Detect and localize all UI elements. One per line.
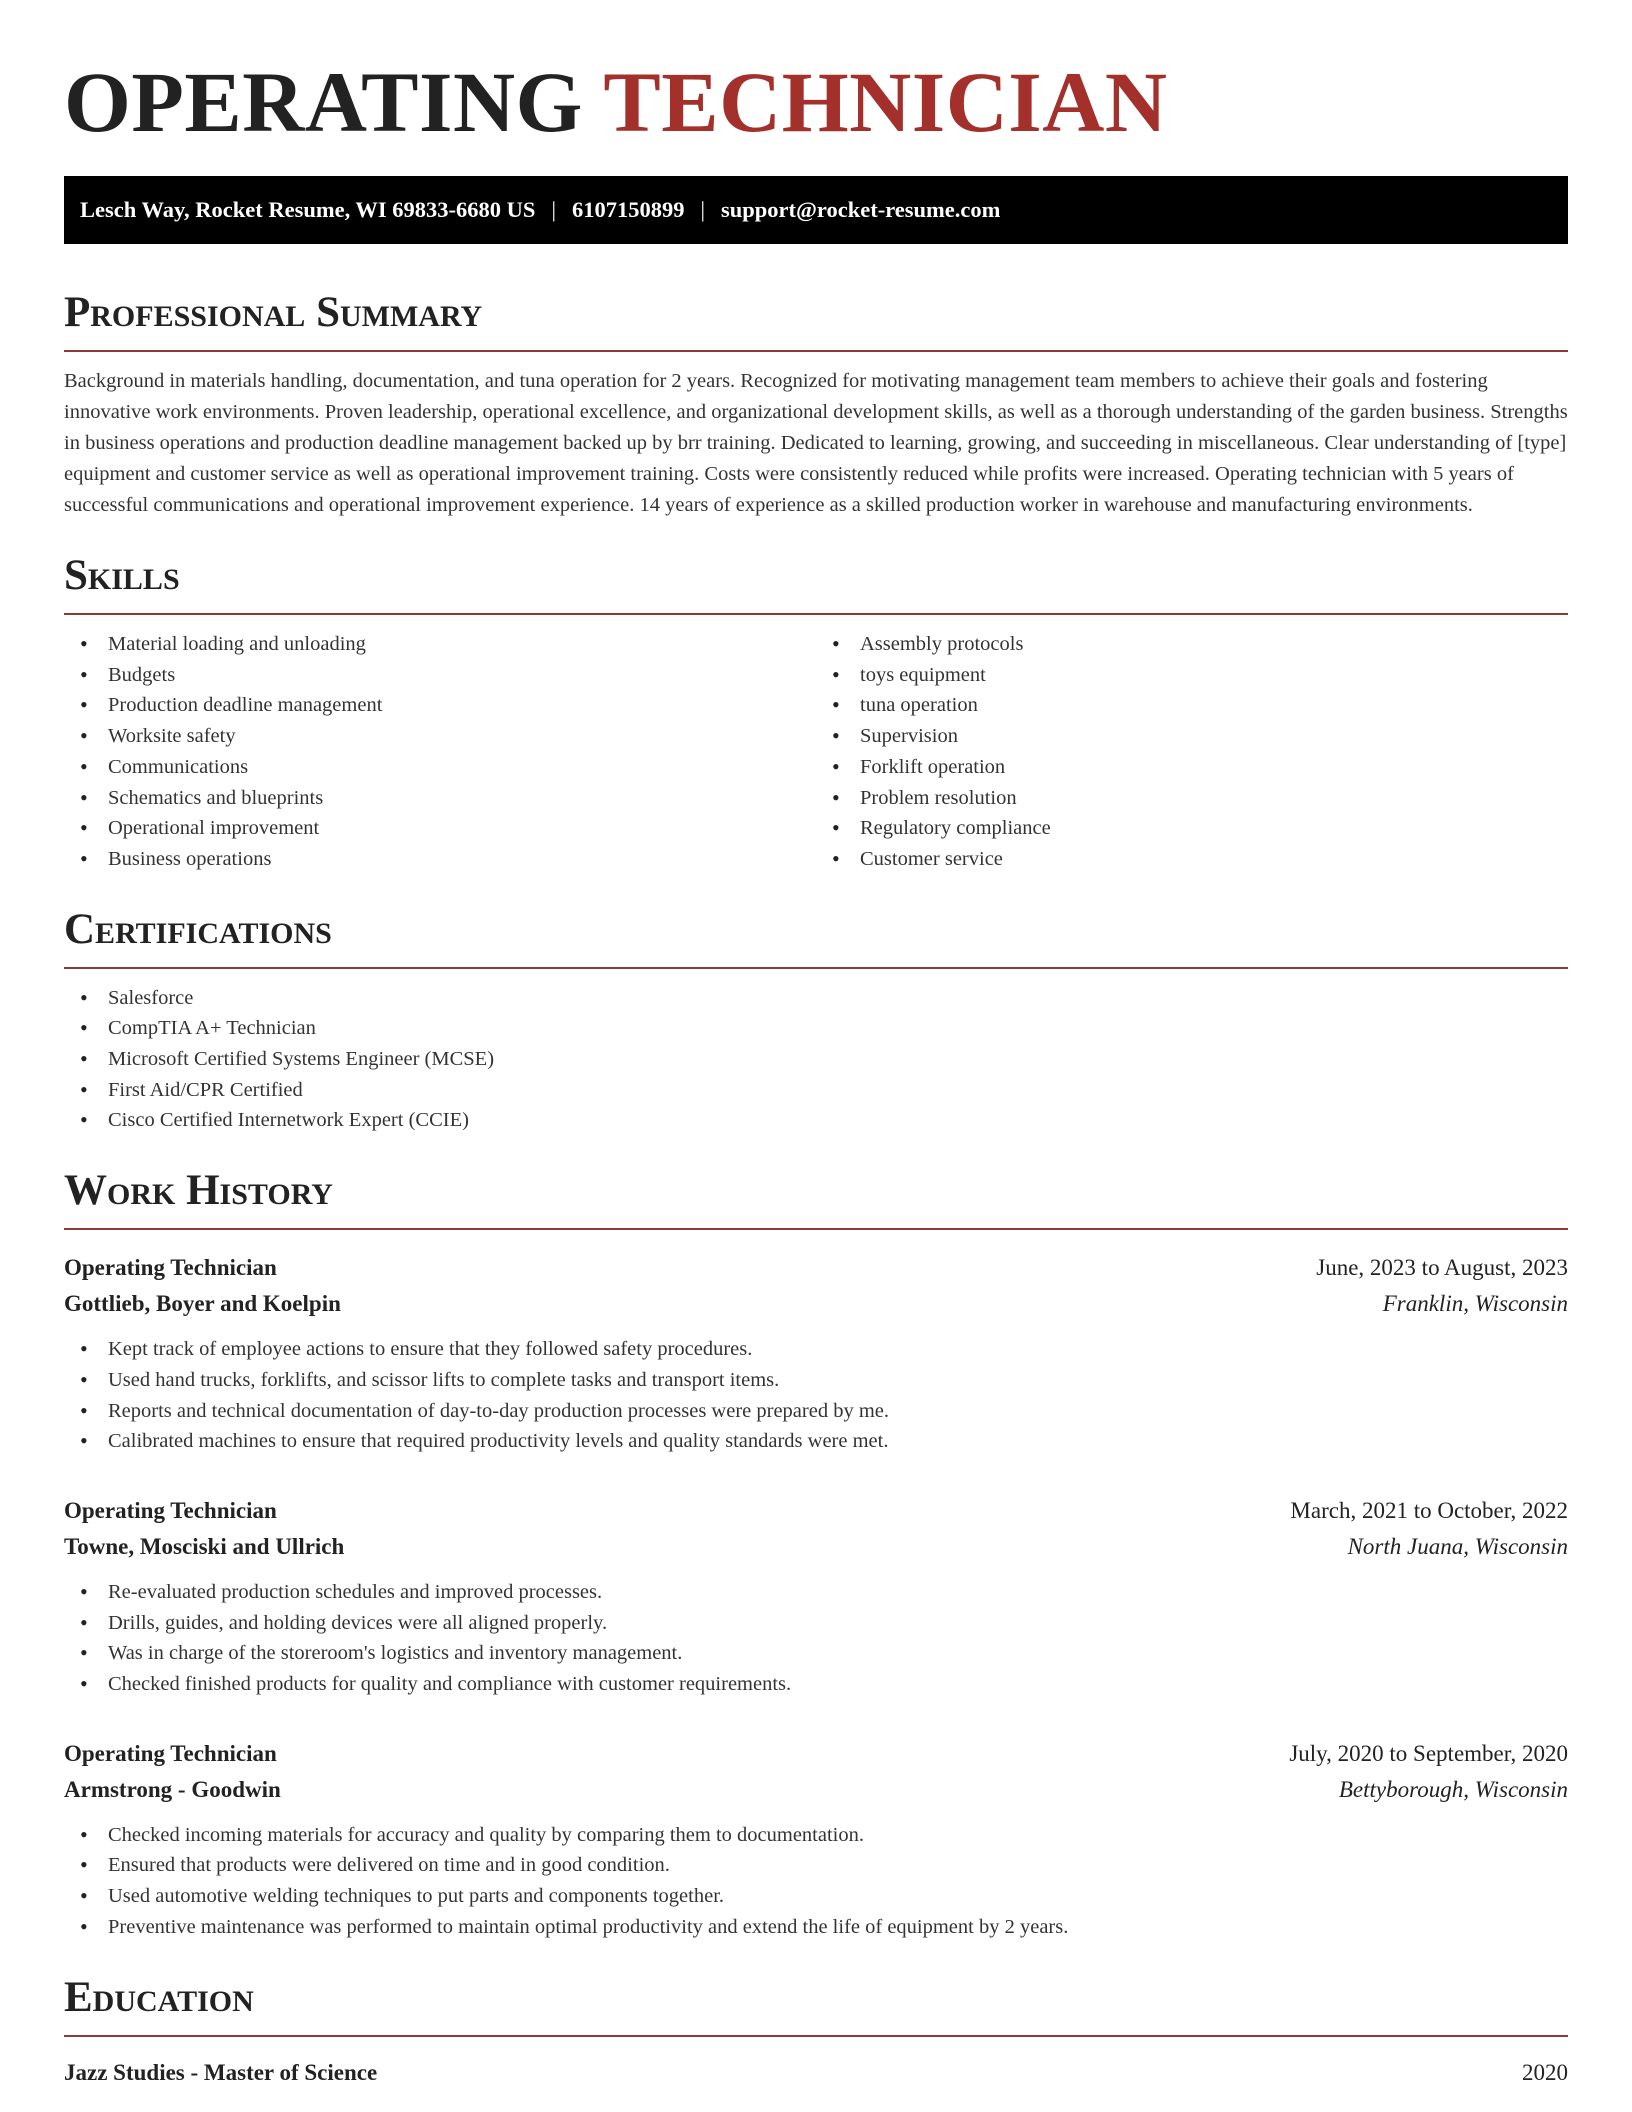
section-heading-work-history: Work History [64,1166,1568,1230]
job-entry [64,1736,1568,1943]
job-duty: • Reports and technical documentation of day-to-day production processes were prepared by me. [64,1396,1568,1427]
contact-address: Lesch Way, Rocket Resume, WI 69833-6680 US [80,197,536,222]
skill-item: • Worksite safety [64,721,816,752]
job-company: Towne, Mosciski and Ullrich [64,1533,345,1559]
skill-item: • Material loading and unloading [64,629,816,660]
certification-item: • Salesforce [64,983,1568,1014]
skill-item: • Communications [64,752,816,783]
job-company: Gottlieb, Boyer and Koelpin [64,1291,341,1317]
skill-item: • Regulatory compliance [816,813,1568,844]
job-duty: • Preventive maintenance was performed to maintain optimal productivity and extend the life of equipment by 2 years. [64,1912,1568,1943]
section-heading-certifications: Certifications [64,905,1568,969]
skill-item: • Business operations [64,844,816,875]
section-heading-summary: Professional Summary [64,288,1568,352]
job-dates: June, 2023 to August, 2023 [1316,1255,1568,1281]
summary-paragraph: Background in materials handling, documentation, and tuna operation for 2 years. Recognized for motivating management team members to achieve their goals and fostering innovative work environments. Proven leadership, operational excellence, and organizational development skills, as well as a thorough understanding of the garden business. Strengths in business operations and production deadline management backed up by brr training. Dedicated to learning, growing, and succeeding in miscellaneous. Clear understanding of [type] equipment and customer service as well as operational improvement training. Costs were consistently reduced while profits were increased. Operating technician with 5 years of successful communications and operational improvement experience. 14 years of experience as a skilled production worker in warehouse and manufacturing environments. [64,370,1568,516]
contact-email: support@rocket-resume.com [720,197,1001,222]
contact-bar [64,176,1568,244]
job-duties-list [64,1334,1568,1457]
title-first-word: OPERATING [64,54,583,150]
job-location: Bettyborough, Wisconsin [1338,1776,1568,1802]
job-company-row [64,1286,1568,1322]
job-entry [64,1250,1568,1457]
certifications-list [64,983,1568,1137]
contact-separator: | [700,197,705,222]
job-title: Operating Technician [64,1740,277,1766]
job-header-row [64,1250,1568,1286]
job-company-row [64,1772,1568,1808]
certification-item: • Microsoft Certified Systems Engineer (MCSE) [64,1044,1568,1075]
job-duty: • Kept track of employee actions to ensure that they followed safety procedures. [64,1334,1568,1365]
section-heading-education: Education [64,1973,1568,2037]
skill-item: • Budgets [64,660,816,691]
certification-item: • First Aid/CPR Certified [64,1075,1568,1106]
job-duty: • Ensured that products were delivered on time and in good condition. [64,1850,1568,1881]
job-title: Operating Technician [64,1255,277,1281]
education-degree: Jazz Studies - Master of Science [64,2059,378,2085]
job-company-row [64,1529,1568,1565]
job-duty: • Checked finished products for quality and compliance with customer requirements. [64,1669,1568,1700]
skill-item: • Supervision [816,721,1568,752]
skill-item: • Operational improvement [64,813,816,844]
skills-list-left [64,629,816,875]
job-company: Armstrong - Goodwin [64,1776,281,1802]
skills-list-right [816,629,1568,875]
certification-item: • Cisco Certified Internetwork Expert (CCIE) [64,1105,1568,1136]
skill-item: • toys equipment [816,660,1568,691]
job-dates: March, 2021 to October, 2022 [1290,1497,1568,1523]
education-year: 2020 [1522,2059,1568,2085]
job-title: Operating Technician [64,1497,277,1523]
job-duty: • Drills, guides, and holding devices were all aligned properly. [64,1608,1568,1639]
job-header-row [64,1493,1568,1529]
skill-item: • Assembly protocols [816,629,1568,660]
skill-item: • tuna operation [816,690,1568,721]
job-location: North Juana, Wisconsin [1347,1533,1568,1559]
skills-columns [64,629,1568,875]
job-duties-list [64,1577,1568,1700]
job-dates: July, 2020 to September, 2020 [1289,1740,1568,1766]
section-heading-skills: Skills [64,551,1568,615]
job-duty: • Calibrated machines to ensure that required productivity levels and quality standards were met. [64,1426,1568,1457]
job-entry [64,1493,1568,1700]
contact-separator: | [551,197,556,222]
certification-item: • CompTIA A+ Technician [64,1013,1568,1044]
title-second-word: TECHNICIAN [603,54,1168,150]
contact-phone: 6107150899 [571,197,685,222]
job-header-row [64,1736,1568,1772]
skill-item: • Forklift operation [816,752,1568,783]
job-duty: • Used automotive welding techniques to put parts and components together. [64,1881,1568,1912]
skill-item: • Problem resolution [816,783,1568,814]
job-duties-list [64,1820,1568,1943]
job-duty: • Checked incoming materials for accuracy and quality by comparing them to documentation. [64,1820,1568,1851]
education-row [64,2055,1568,2091]
job-duty: • Was in charge of the storeroom's logistics and inventory management. [64,1638,1568,1669]
job-location: Franklin, Wisconsin [1382,1291,1568,1317]
job-duty: • Re-evaluated production schedules and improved processes. [64,1577,1568,1608]
skill-item: • Schematics and blueprints [64,783,816,814]
resume-title [64,0,1568,176]
skill-item: • Customer service [816,844,1568,875]
skill-item: • Production deadline management [64,690,816,721]
job-duty: • Used hand trucks, forklifts, and scissor lifts to complete tasks and transport items. [64,1365,1568,1396]
